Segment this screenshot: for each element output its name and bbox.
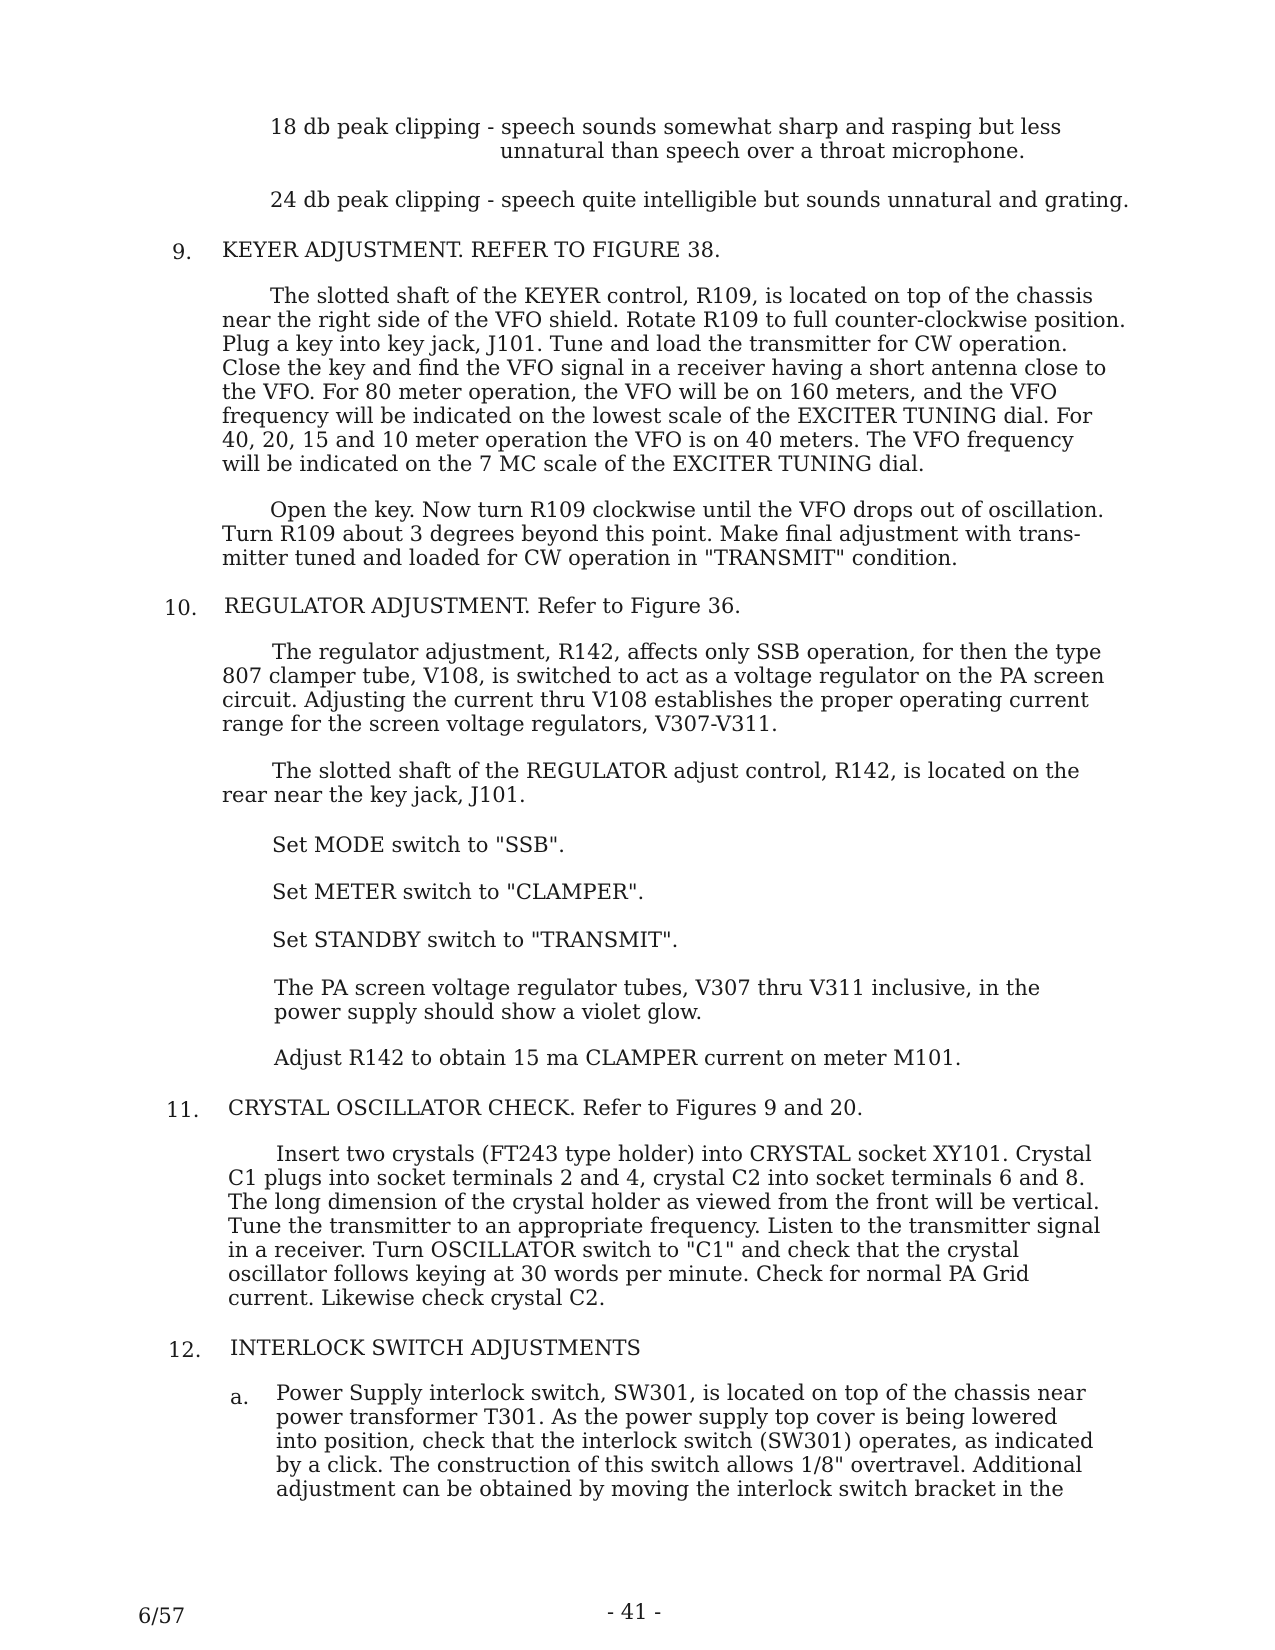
text-line: will be indicated on the 7 MC scale of the EXCITER TUNING dial. [222, 452, 925, 476]
section-12-heading: INTERLOCK SWITCH ADJUSTMENTS [230, 1336, 641, 1360]
section-10-number: 10. [164, 596, 198, 620]
text-line: Insert two crystals (FT243 type holder) into CRYSTAL socket XY101. Crystal [276, 1142, 1092, 1166]
page-number: - 41 - [607, 1600, 662, 1624]
section-10-paragraph-4: Adjust R142 to obtain 15 ma CLAMPER current on meter M101. [274, 1046, 962, 1070]
text-line: rear near the key jack, J101. [222, 783, 526, 807]
text-line: The regulator adjustment, R142, affects only SSB operation, for then the type [272, 640, 1102, 664]
clipping-18db [270, 115, 1061, 139]
text-line: Turn R109 about 3 degrees beyond this point. Make final adjustment with trans- [222, 522, 1081, 546]
clipping-24db-lead: 24 db peak clipping - [270, 188, 501, 212]
text-line: near the right side of the VFO shield. Rotate R109 to full counter-clockwise position. [222, 308, 1126, 332]
text-line: The long dimension of the crystal holder as viewed from the front will be vertical. [228, 1190, 1100, 1214]
section-10-paragraph-2 [222, 759, 1080, 807]
text-line: oscillator follows keying at 30 words per minute. Check for normal PA Grid [228, 1262, 1030, 1286]
text-line: range for the screen voltage regulators, V307-V311. [222, 712, 778, 736]
text-line: in a receiver. Turn OSCILLATOR switch to "C1" and check that the crystal [228, 1238, 1020, 1262]
clipping-18db-line: speech sounds somewhat sharp and rasping but less [500, 115, 1062, 139]
section-11-paragraph-1 [228, 1142, 1100, 1310]
item-a-label: a. [230, 1385, 250, 1409]
text-line: power transformer T301. As the power supply top cover is being lowered [276, 1405, 1058, 1429]
section-9-paragraph-2 [222, 498, 1104, 570]
section-11-heading: CRYSTAL OSCILLATOR CHECK. Refer to Figures 9 and 20. [228, 1096, 864, 1120]
step-meter-switch: Set METER switch to "CLAMPER". [272, 880, 645, 904]
section-10-heading: REGULATOR ADJUSTMENT. Refer to Figure 36. [224, 594, 741, 618]
text-line: current. Likewise check crystal C2. [228, 1286, 606, 1310]
text-line: adjustment can be obtained by moving the interlock switch bracket in the [276, 1477, 1064, 1501]
text-line: The PA screen voltage regulator tubes, V307 thru V311 inclusive, in the [274, 976, 1041, 1000]
clipping-24db [270, 188, 1129, 212]
step-standby-switch: Set STANDBY switch to "TRANSMIT". [272, 928, 679, 952]
clipping-18db-lead: 18 db peak clipping - [270, 115, 501, 139]
section-9-number: 9. [172, 240, 193, 264]
item-a-paragraph [276, 1381, 1093, 1501]
clipping-24db-line: speech quite intelligible but sounds unnatural and grating. [500, 188, 1130, 212]
section-10-paragraph-3 [274, 976, 1040, 1024]
text-line: 807 clamper tube, V108, is switched to act as a voltage regulator on the PA screen [222, 664, 1105, 688]
clipping-18db-line: unnatural than speech over a throat microphone. [500, 139, 1026, 163]
text-line: power supply should show a violet glow. [274, 1000, 703, 1024]
text-line: The slotted shaft of the KEYER control, R109, is located on top of the chassis [270, 284, 1093, 308]
text-line: Open the key. Now turn R109 clockwise until the VFO drops out of oscillation. [270, 498, 1105, 522]
section-10-paragraph-1 [222, 640, 1104, 736]
text-line: frequency will be indicated on the lowest scale of the EXCITER TUNING dial. For [222, 404, 1093, 428]
text-line: The slotted shaft of the REGULATOR adjust control, R142, is located on the [272, 759, 1080, 783]
step-mode-switch: Set MODE switch to "SSB". [272, 833, 565, 857]
text-line: the VFO. For 80 meter operation, the VFO will be on 160 meters, and the VFO [222, 380, 1058, 404]
text-line: circuit. Adjusting the current thru V108 establishes the proper operating current [222, 688, 1089, 712]
text-line: Close the key and find the VFO signal in a receiver having a short antenna close to [222, 356, 1107, 380]
text-line: 40, 20, 15 and 10 meter operation the VFO is on 40 meters. The VFO frequency [222, 428, 1074, 452]
text-line: by a click. The construction of this switch allows 1/8" overtravel. Additional [276, 1453, 1083, 1477]
clipping-18db-cont [500, 139, 1025, 163]
footer-date: 6/57 [138, 1604, 186, 1628]
section-12-number: 12. [168, 1338, 202, 1362]
section-9-heading: KEYER ADJUSTMENT. REFER TO FIGURE 38. [222, 238, 721, 262]
text-line: mitter tuned and loaded for CW operation in "TRANSMIT" condition. [222, 546, 958, 570]
text-line: C1 plugs into socket terminals 2 and 4, crystal C2 into socket terminals 6 and 8. [228, 1166, 1086, 1190]
text-line: Tune the transmitter to an appropriate frequency. Listen to the transmitter signal [228, 1214, 1101, 1238]
text-line: Plug a key into key jack, J101. Tune and load the transmitter for CW operation. [222, 332, 1068, 356]
section-11-number: 11. [166, 1098, 200, 1122]
section-9-paragraph-1 [222, 284, 1126, 476]
text-line: Power Supply interlock switch, SW301, is located on top of the chassis near [276, 1381, 1086, 1405]
text-line: into position, check that the interlock switch (SW301) operates, as indicated [276, 1429, 1094, 1453]
